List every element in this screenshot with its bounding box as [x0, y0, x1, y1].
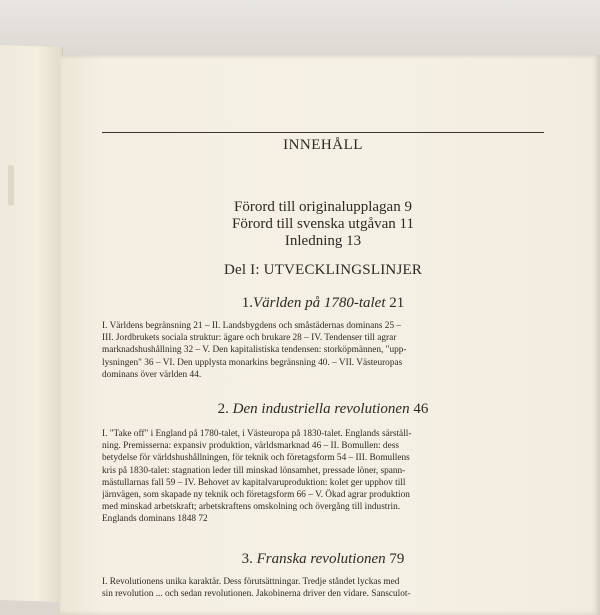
summary-line: I. Världens begränsning 21 – II. Landsbygdens och småstädernas dominans 25 – [102, 321, 402, 331]
summary-line: sin revolution ... och sedan revolutionen. Jakobinerna driver den vidare. Sansculot- [102, 589, 411, 600]
header-rule [102, 132, 544, 133]
chapter-title [102, 295, 544, 312]
book-page [60, 55, 600, 615]
chapter-summary [102, 320, 544, 381]
front-matter-entry: Förord till svenska utgåvan 11 [232, 216, 414, 232]
summary-line: med minskad arbetskraft; arbetskraftens omskolning och övergång till industrin. [102, 502, 401, 513]
chapter-summary [102, 576, 544, 600]
part-title: Del I: UTVECKLINGSLINJER [223, 262, 423, 278]
chapter-summary [102, 428, 544, 526]
chapter-number: 1. [241, 295, 253, 311]
chapter-page: 46 [413, 401, 429, 417]
front-matter-entry: Förord till originalupplagan 9 [234, 199, 412, 215]
chapter-name: Den industriella revolutionen [232, 401, 410, 417]
chapter-title [102, 551, 544, 568]
summary-line: lysningen" 36 – VI. Den upplysta monarkins begränsning 40. – VII. Västeuropas [102, 357, 403, 368]
summary-line: mästullarnas fall 59 – IV. Behovet av kapitalvaruproduktion: kolet ger upphov till [102, 477, 406, 488]
front-matter-entry: Inledning 13 [284, 233, 362, 249]
chapter-name: Franska revolutionen [256, 551, 386, 567]
chapter-page: 79 [389, 551, 405, 567]
summary-line: marknadshushållning 32 – V. Den kapitalistiska tendensen: storköpmännen, "upp- [102, 345, 407, 356]
summary-line: ning. Premisserna: expansiv produktion, världsmarknad 46 – II. Bomullen: dess [102, 441, 399, 452]
summary-line: betydelse för världshushållningen, för teknik och företagsform 54 – III. Bomullens [102, 453, 410, 464]
summary-line: kris på 1830-talet: stagnation leder till minskad lönsamhet, pressade löner, spann- [102, 465, 406, 476]
chapter-title [102, 401, 544, 418]
chapter-name: Världen på 1780-talet [253, 295, 386, 311]
summary-line: Englands dominans 1848 72 [102, 514, 208, 525]
page-edge-mark [8, 165, 14, 205]
chapter-number: 2. [217, 401, 229, 417]
front-matter-list [102, 199, 544, 250]
chapter-number: 3. [241, 551, 253, 567]
chapter-page: 21 [389, 295, 405, 311]
summary-line: järnvägen, som skapade ny teknik och företagsform 66 – V. Ökad agrar produktion [102, 490, 410, 501]
summary-line: III. Jordbrukets sociala struktur: ägare och brukare 28 – IV. Tendenser till agrar [102, 333, 397, 344]
summary-line: I. "Take off" i England på 1780-talet, i Västeuropa på 1830-talet. Englands särställ- [102, 429, 412, 439]
previous-page-edge [0, 45, 63, 602]
summary-line: I. Revolutionens unika karaktär. Dess förutsättningar. Tredje ståndet lyckas med [102, 577, 400, 587]
toc-heading: INNEHÅLL [283, 137, 363, 153]
summary-line: dominans över världen 44. [102, 369, 202, 380]
background [0, 0, 600, 60]
